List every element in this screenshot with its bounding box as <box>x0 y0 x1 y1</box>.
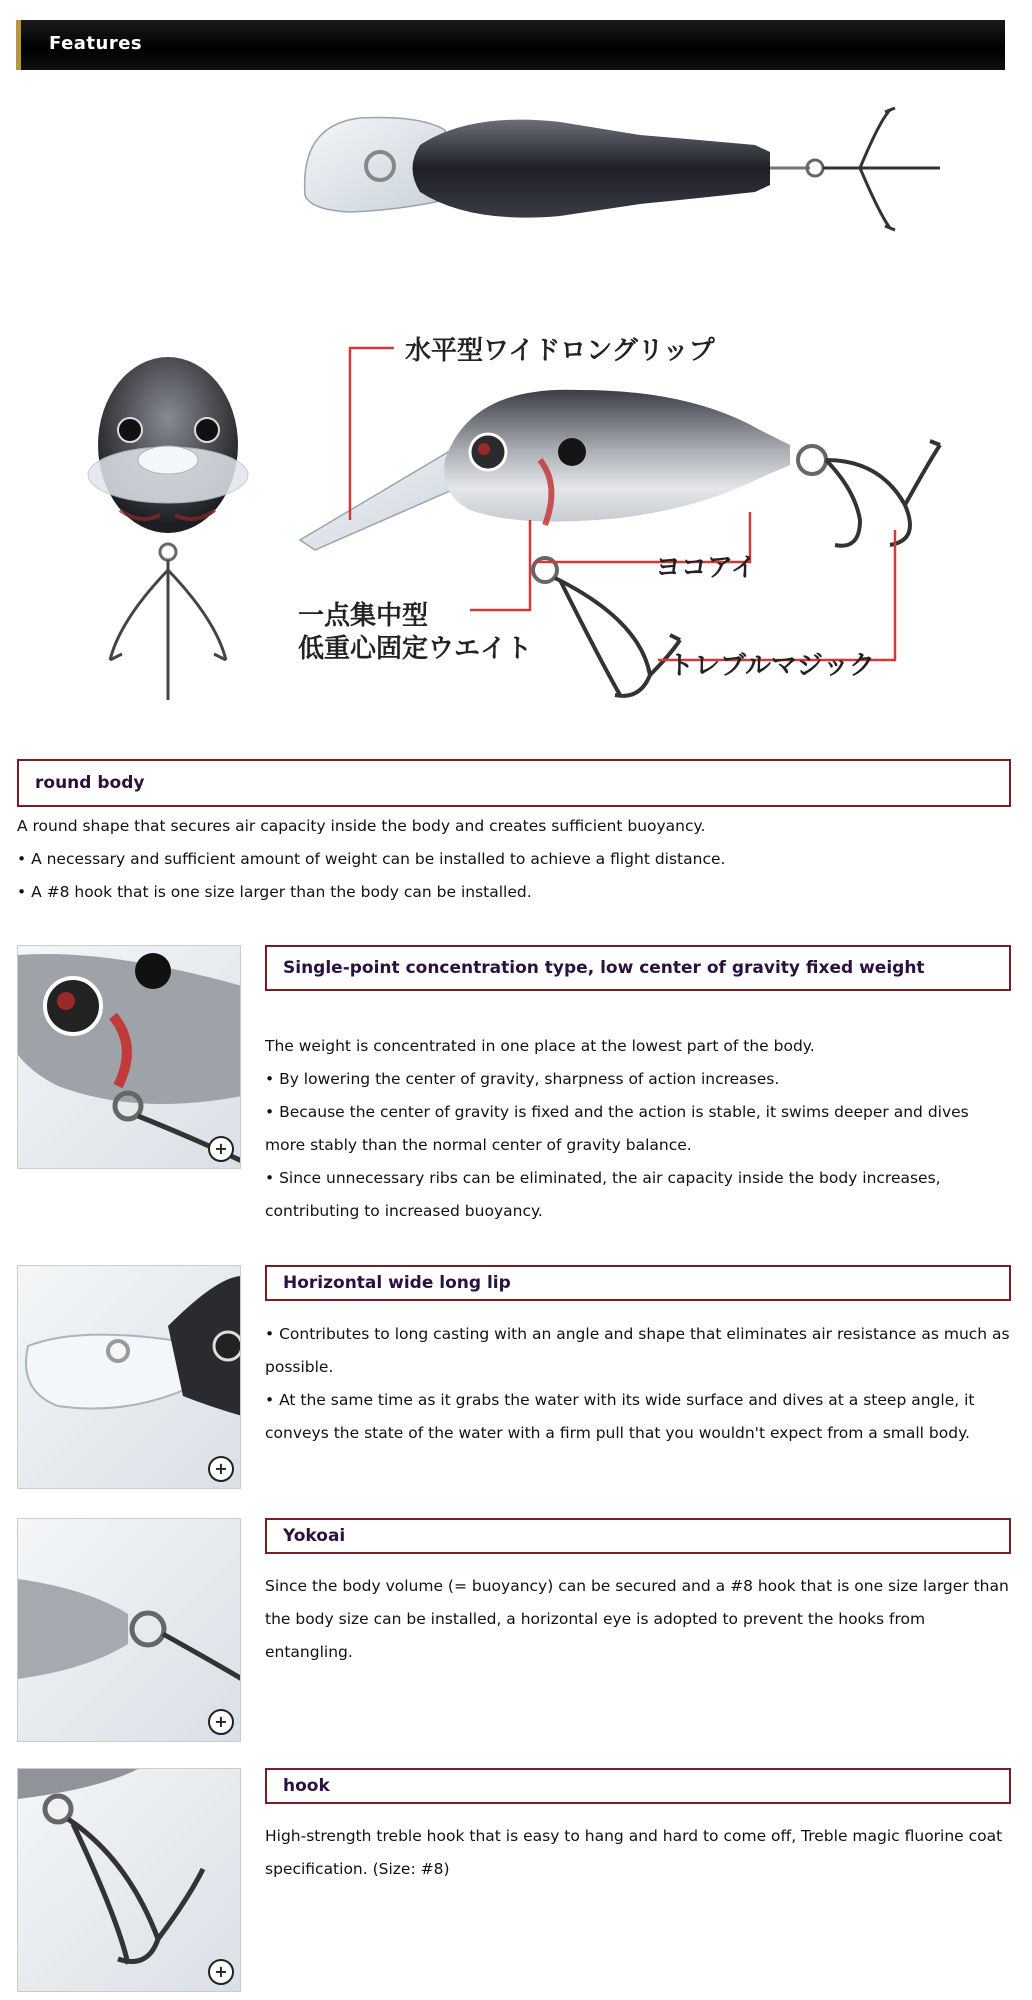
label-weight-line1: 一点集中型 <box>298 601 429 631</box>
heading-lip: Horizontal wide long lip <box>265 1265 1011 1301</box>
label-hook: トレブルマジック <box>668 651 875 681</box>
hook-text <box>265 1820 1010 1886</box>
zoom-in-icon[interactable]: + <box>208 1456 234 1482</box>
label-lip: 水平型ワイドロングリップ <box>405 336 715 366</box>
paragraph: The weight is concentrated in one place at the lowest part of the body. <box>265 1037 815 1055</box>
round-body-text <box>17 810 1017 909</box>
thumbnail-yokoai[interactable] <box>17 1518 241 1742</box>
paragraph: Since the body volume (= buoyancy) can be secured and a #8 hook that is one size larger than the body size can be installed, a horizontal eye is adopted to prevent the hooks from entangling. <box>265 1577 1009 1661</box>
zoom-in-icon[interactable]: + <box>208 1136 234 1162</box>
heading-yokoai: Yokoai <box>265 1518 1011 1554</box>
label-eye: ヨコアイ <box>655 553 757 583</box>
paragraph: • At the same time as it grabs the water with its wide surface and dives at a steep angle, it conveys the state of the water with a firm pull that you wouldn't expect from a small body. <box>265 1391 975 1442</box>
heading-round-body: round body <box>17 759 1011 807</box>
zoom-in-icon[interactable]: + <box>208 1959 234 1985</box>
paragraph: • A necessary and sufficient amount of weight can be installed to achieve a flight distance. <box>17 850 726 868</box>
lip-text <box>265 1318 1010 1450</box>
paragraph: • Since unnecessary ribs can be eliminated, the air capacity inside the body increases, contributing to increased buoyancy. <box>265 1169 941 1220</box>
paragraph: A round shape that secures air capacity inside the body and creates sufficient buoyancy. <box>17 817 706 835</box>
thumbnail-weight[interactable] <box>17 945 241 1169</box>
heading-hook: hook <box>265 1768 1011 1804</box>
heading-weight: Single-point concentration type, low center of gravity fixed weight <box>265 945 1011 991</box>
zoom-in-icon[interactable]: + <box>208 1709 234 1735</box>
thumbnail-hook[interactable] <box>17 1768 241 1992</box>
lure-diagram <box>0 100 1032 730</box>
label-weight-line2: 低重心固定ウエイト <box>298 634 533 664</box>
lure-front-view <box>88 357 248 700</box>
features-header-bar <box>16 20 1005 70</box>
paragraph: • By lowering the center of gravity, sharpness of action increases. <box>265 1070 780 1088</box>
paragraph: • A #8 hook that is one size larger than the body can be installed. <box>17 883 532 901</box>
lure-top-view <box>305 108 940 230</box>
thumbnail-lip[interactable] <box>17 1265 241 1489</box>
paragraph: High-strength treble hook that is easy to hang and hard to come off, Treble magic fluorine coat specification. (Size: #8) <box>265 1827 1003 1878</box>
yokoai-text <box>265 1570 1010 1669</box>
paragraph: • Contributes to long casting with an angle and shape that eliminates air resistance as much as possible. <box>265 1325 1010 1376</box>
weight-text <box>265 1030 1010 1228</box>
paragraph: • Because the center of gravity is fixed and the action is stable, it swims deeper and dives more stably than the normal center of gravity balance. <box>265 1103 969 1154</box>
page-title: Features <box>49 33 143 54</box>
